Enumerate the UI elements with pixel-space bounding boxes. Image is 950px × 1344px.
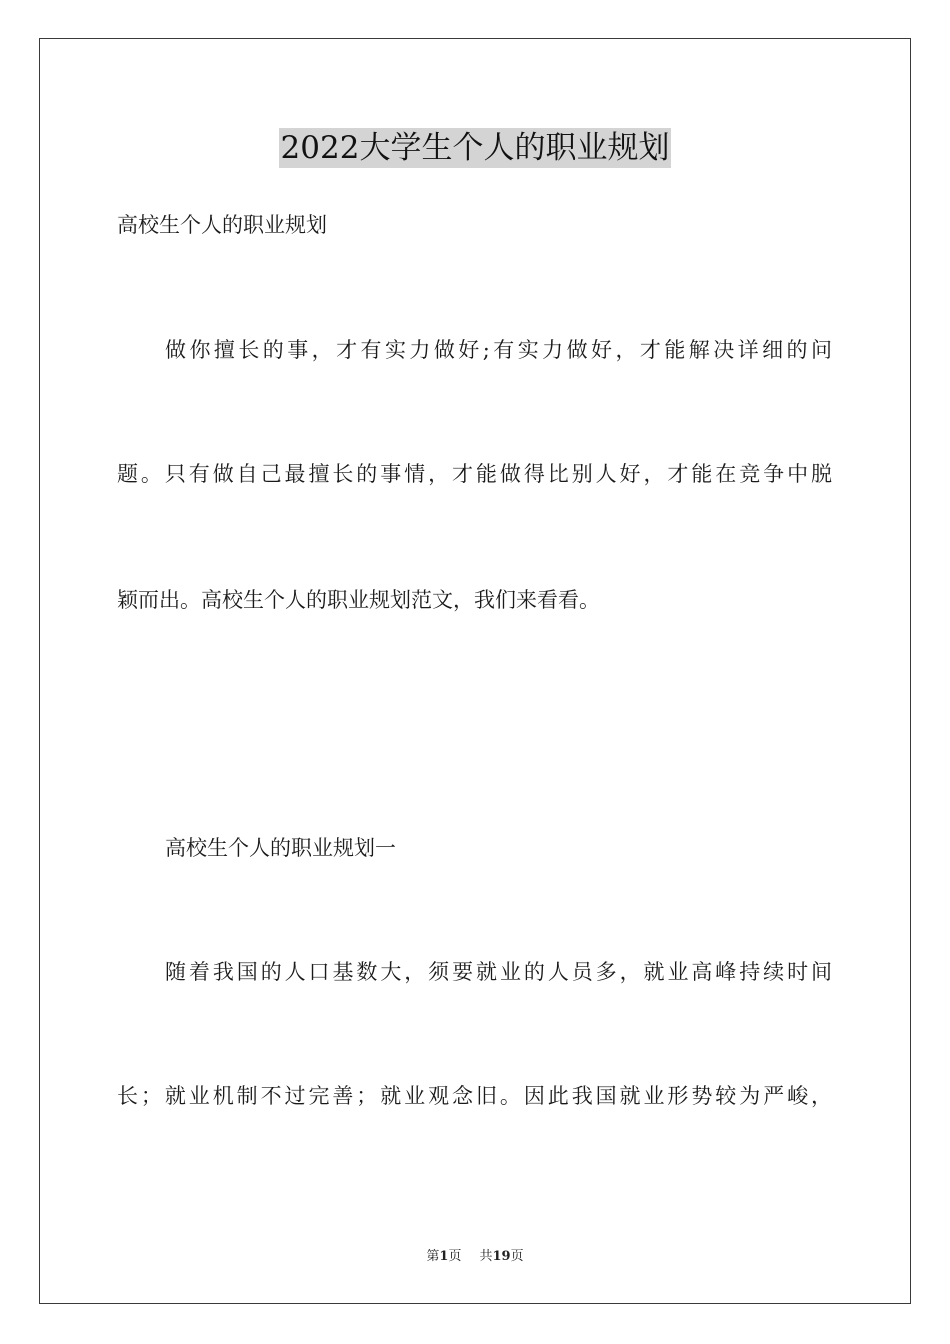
paragraph-line: 长；就业机制不过完善；就业观念旧。因此我国就业形势较为严峻，	[117, 1084, 832, 1108]
footer-page-suffix: 页	[448, 1249, 462, 1264]
footer-total-prefix: 共	[479, 1249, 493, 1264]
footer-total-suffix: 页	[510, 1249, 524, 1264]
document-title: 2022大学生个人的职业规划	[280, 130, 670, 166]
paragraph-line: 颖而出。高校生个人的职业规划范文，我们来看看。	[117, 588, 600, 612]
subtitle-line: 高校生个人的职业规划	[117, 213, 327, 237]
paragraph-line: 题。只有做自己最擅长的事情，才能做得比别人好，才能在竞争中脱	[117, 462, 832, 486]
section-heading: 高校生个人的职业规划一	[165, 836, 396, 860]
title-container	[0, 128, 950, 168]
footer-page-prefix: 第	[426, 1249, 440, 1264]
page-footer	[0, 1248, 950, 1266]
paragraph-line: 随着我国的人口基数大，须要就业的人员多，就业高峰持续时间	[165, 960, 832, 984]
paragraph-line: 做你擅长的事，才有实力做好;有实力做好，才能解决详细的问	[165, 338, 832, 362]
footer-total-pages: 19	[492, 1249, 511, 1264]
footer-page-number: 1	[439, 1249, 449, 1264]
